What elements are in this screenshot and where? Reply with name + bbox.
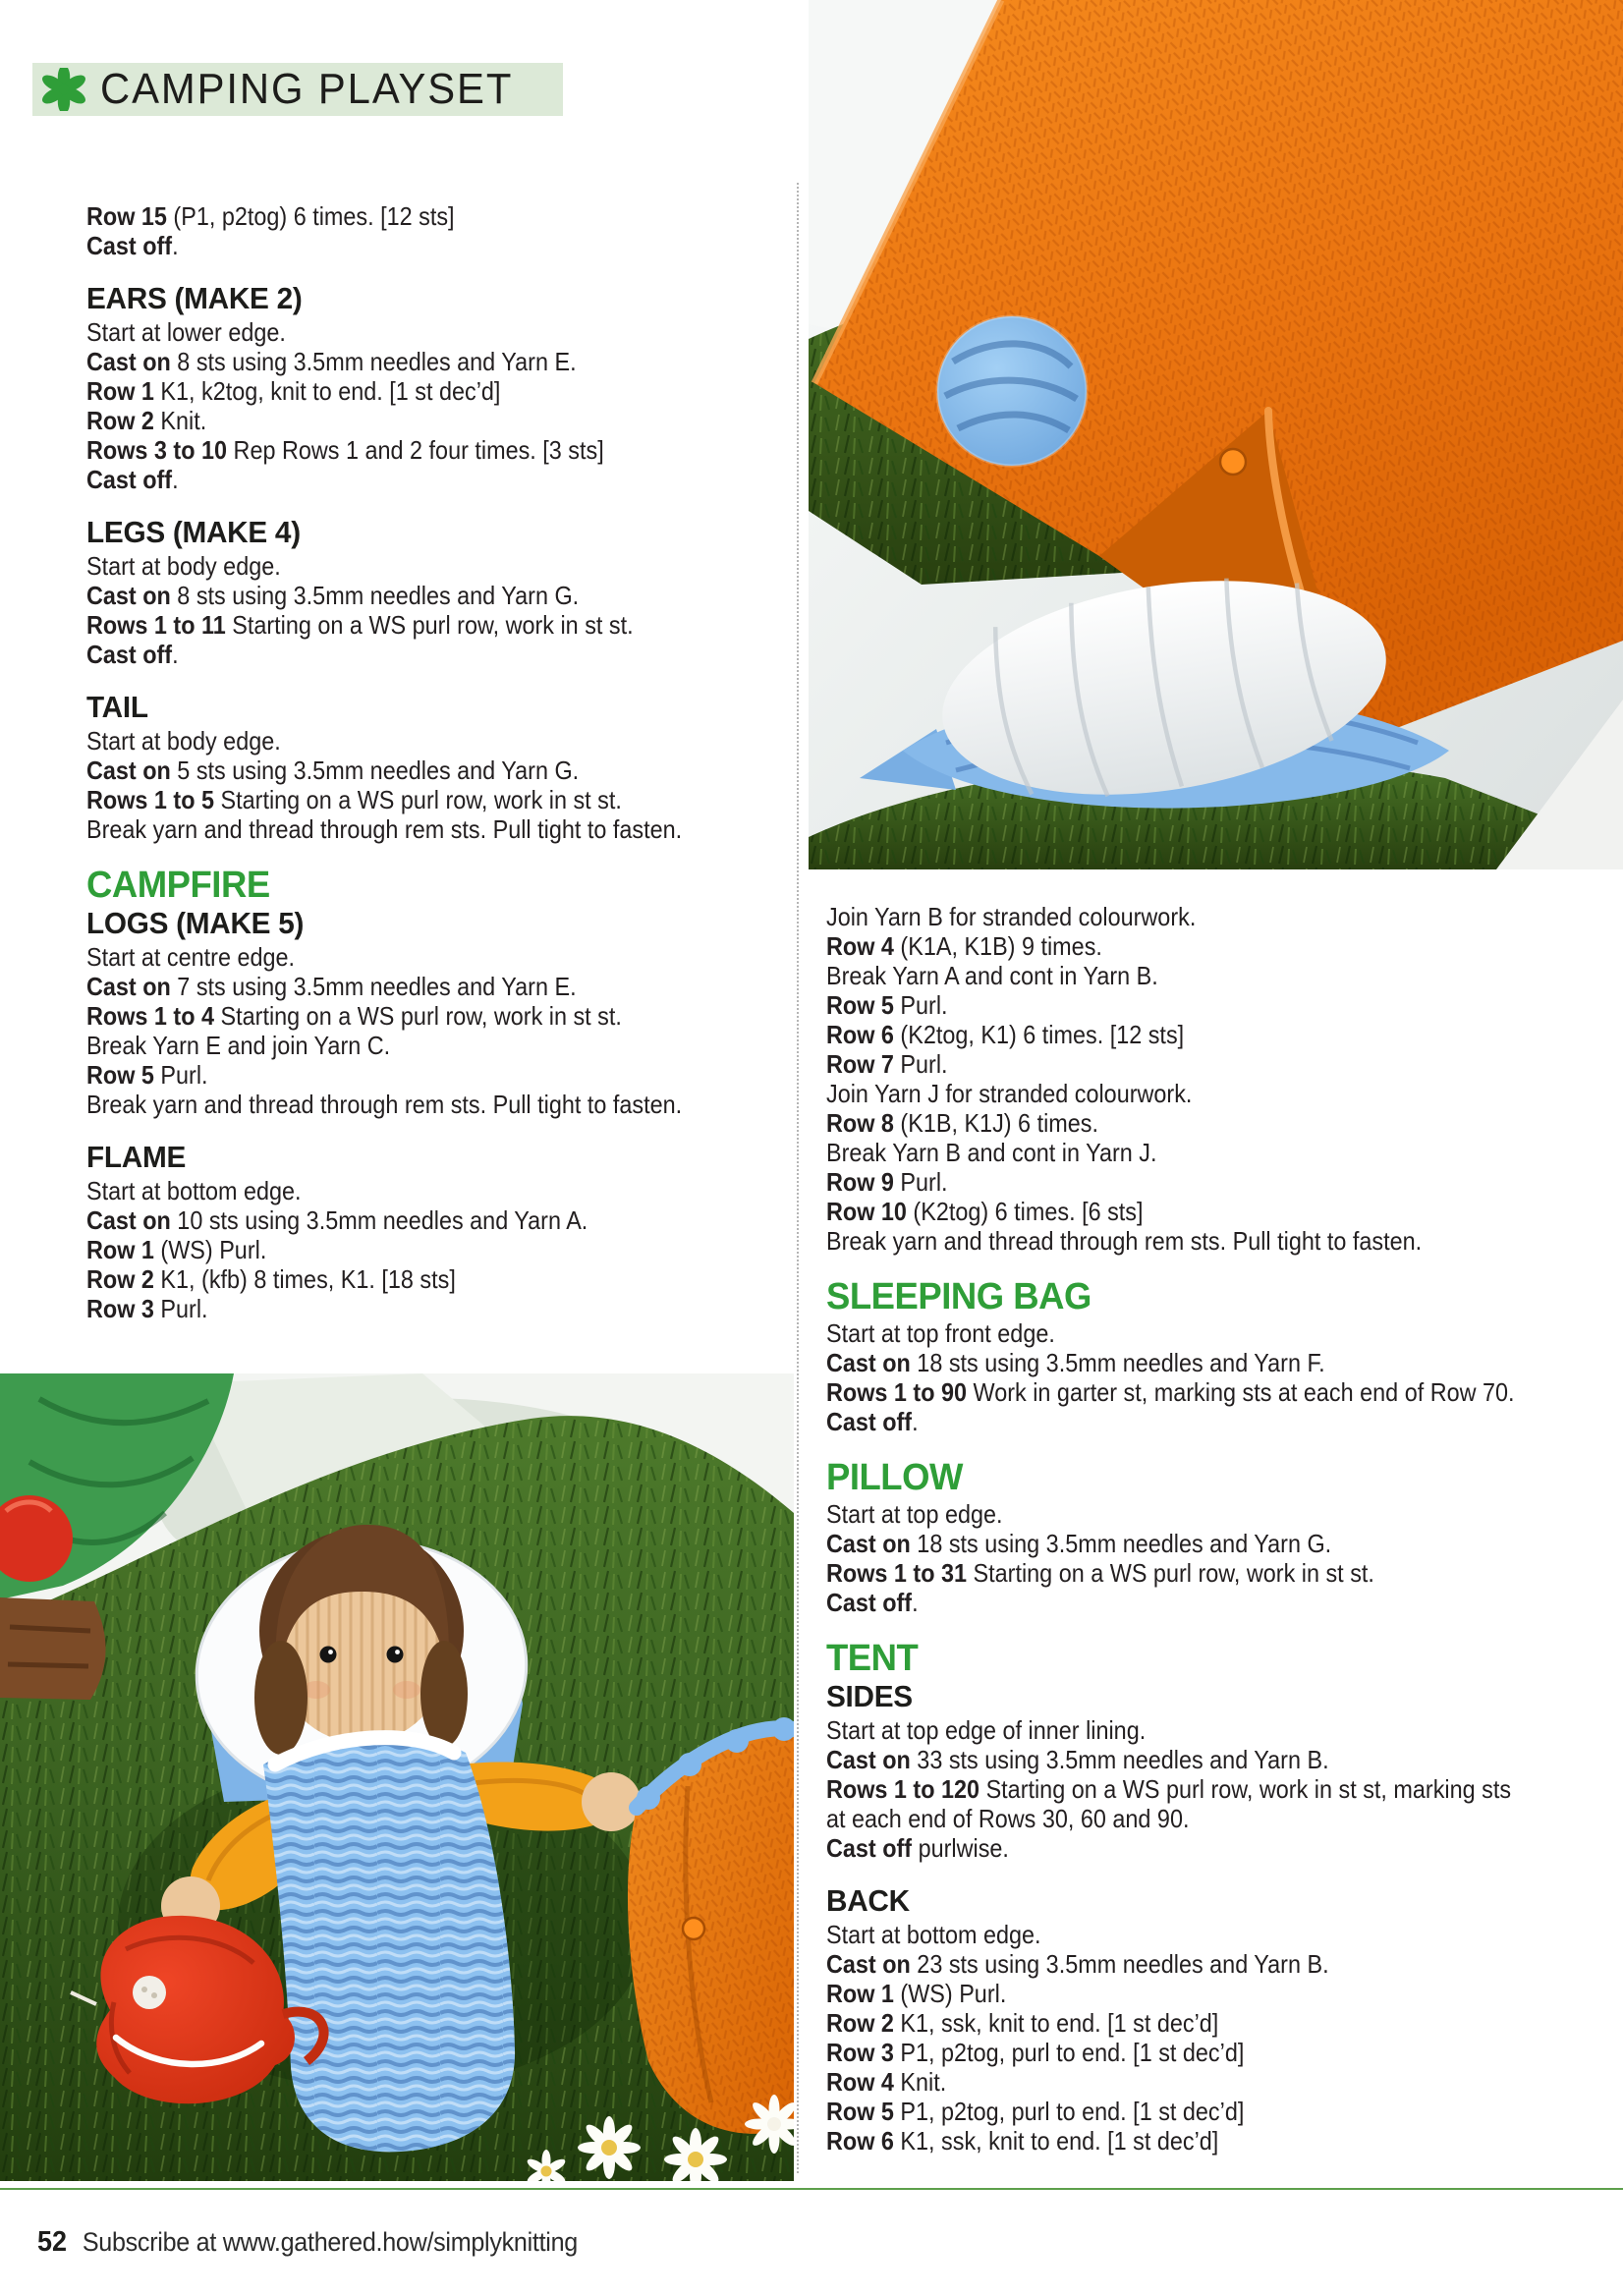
pattern-line: Start at top edge of inner lining. xyxy=(826,1715,1147,1745)
pattern-line: Row 7 Purl. xyxy=(826,1049,948,1079)
page-title: CAMPING PLAYSET xyxy=(100,65,514,113)
pattern-line: Cast on 7 sts using 3.5mm needles and Yarn E. xyxy=(86,972,577,1001)
pattern-line: Cast off. xyxy=(826,1588,919,1617)
pattern-line: Break yarn and thread through rem sts. Pull tight to fasten. xyxy=(826,1226,1423,1256)
pattern-line: Cast off. xyxy=(86,465,179,494)
page-number: 52 xyxy=(37,2226,68,2258)
pattern-line: Join Yarn B for stranded colourwork. xyxy=(826,902,1197,931)
pattern-line: at each end of Rows 30, 60 and 90. xyxy=(826,1804,1190,1833)
pattern-section xyxy=(86,516,796,669)
pattern-section xyxy=(826,1884,1622,2156)
pattern-line: Rows 1 to 31 Starting on a WS purl row, work in st st. xyxy=(826,1558,1374,1588)
section-subheading: FLAME xyxy=(86,1140,187,1174)
pattern-line: Break yarn and thread through rem sts. Pull tight to fasten. xyxy=(86,1090,683,1119)
pattern-line: Row 1 K1, k2tog, knit to end. [1 st dec’d] xyxy=(86,376,501,406)
pattern-line: Rows 1 to 120 Starting on a WS purl row, work in st st, marking sts xyxy=(826,1774,1512,1804)
pattern-line: Row 9 Purl. xyxy=(826,1167,948,1197)
tent-button xyxy=(1220,449,1246,475)
pattern-line: Row 6 K1, ssk, knit to end. [1 st dec’d] xyxy=(826,2126,1219,2156)
pattern-line: Cast on 5 sts using 3.5mm needles and Yarn G. xyxy=(86,756,580,785)
pattern-section xyxy=(826,1639,1622,1863)
section-subheading: TAIL xyxy=(86,690,148,724)
pattern-section xyxy=(86,866,796,1119)
doll-eye xyxy=(387,1647,404,1663)
section-subheading: SIDES xyxy=(826,1679,913,1713)
pattern-line: Start at body edge. xyxy=(86,551,281,581)
pattern-line: Start at centre edge. xyxy=(86,942,296,972)
footer-rule xyxy=(0,2188,1623,2190)
pattern-line: Cast off purlwise. xyxy=(826,1833,1009,1863)
pattern-line: Row 4 Knit. xyxy=(826,2067,947,2097)
pattern-line: Cast on 8 sts using 3.5mm needles and Yarn G. xyxy=(86,581,580,610)
tent-button xyxy=(683,1918,704,1939)
section-heading: SLEEPING BAG xyxy=(826,1276,1091,1317)
doll-sleeping-bag xyxy=(263,1735,515,2153)
pattern-line: Row 1 (WS) Purl. xyxy=(826,1979,1007,2008)
pattern-line: Break yarn and thread through rem sts. Pull tight to fasten. xyxy=(86,814,683,844)
pattern-line: Row 3 Purl. xyxy=(86,1294,208,1323)
section-subheading: LEGS (MAKE 4) xyxy=(86,515,301,549)
column-divider xyxy=(797,183,799,2173)
right-column xyxy=(826,902,1622,2156)
pattern-line: Cast off. xyxy=(86,231,179,260)
fish-button-eye xyxy=(133,1976,166,2009)
pattern-line: Join Yarn J for stranded colourwork. xyxy=(826,1079,1193,1108)
pattern-line: Cast on 18 sts using 3.5mm needles and Yarn F. xyxy=(826,1348,1325,1377)
pattern-line: Cast off. xyxy=(826,1407,919,1436)
pattern-line: Cast on 10 sts using 3.5mm needles and Yarn A. xyxy=(86,1205,588,1235)
footer-subscribe-text: Subscribe at www.gathered.how/simplyknitting xyxy=(82,2227,578,2257)
flower-asterisk-icon xyxy=(42,68,85,111)
pattern-line: Row 3 P1, p2tog, purl to end. [1 st dec’d] xyxy=(826,2038,1245,2067)
pattern-line: Rows 1 to 11 Starting on a WS purl row, work in st st. xyxy=(86,610,634,640)
pattern-line: Start at lower edge. xyxy=(86,317,286,347)
pattern-line: Cast on 33 sts using 3.5mm needles and Yarn B. xyxy=(826,1745,1329,1774)
pattern-line: Row 8 (K1B, K1J) 6 times. xyxy=(826,1108,1098,1138)
doll-eye xyxy=(320,1647,337,1663)
photo-knitted-tent xyxy=(809,0,1623,869)
pattern-line: Cast off. xyxy=(86,640,179,669)
footer xyxy=(37,2226,578,2259)
section-heading: PILLOW xyxy=(826,1457,963,1498)
pattern-line: Row 1 (WS) Purl. xyxy=(86,1235,267,1264)
left-column xyxy=(86,201,796,1323)
section-heading: TENT xyxy=(826,1638,919,1679)
pattern-line: Start at bottom edge. xyxy=(826,1920,1041,1949)
pattern-line: Rows 3 to 10 Rep Rows 1 and 2 four times. [3 sts] xyxy=(86,435,604,465)
pattern-line: Rows 1 to 5 Starting on a WS purl row, work in st st. xyxy=(86,785,622,814)
pattern-section xyxy=(826,1458,1622,1617)
pattern-line: Row 10 (K2tog) 6 times. [6 sts] xyxy=(826,1197,1144,1226)
pattern-section xyxy=(826,1277,1622,1436)
pattern-line: Row 5 Purl. xyxy=(86,1060,208,1090)
pattern-line: Row 6 (K2tog, K1) 6 times. [12 sts] xyxy=(826,1020,1185,1049)
section-subheading: EARS (MAKE 2) xyxy=(86,281,303,315)
pattern-section xyxy=(86,691,796,844)
pattern-line: Start at body edge. xyxy=(86,726,281,756)
pattern-line: Cast on 8 sts using 3.5mm needles and Yarn E. xyxy=(86,347,577,376)
pattern-line: Row 5 Purl. xyxy=(826,990,948,1020)
pattern-section xyxy=(86,201,796,260)
header-strip xyxy=(32,63,563,116)
pattern-line: Break Yarn B and cont in Yarn J. xyxy=(826,1138,1157,1167)
blue-pompom xyxy=(937,316,1087,466)
pattern-line: Start at bottom edge. xyxy=(86,1176,302,1205)
pattern-section xyxy=(86,282,796,494)
pattern-line: Row 15 (P1, p2tog) 6 times. [12 sts] xyxy=(86,201,455,231)
pattern-line: Row 2 Knit. xyxy=(86,406,207,435)
photo-doll-sleeping-bag xyxy=(0,1373,794,2181)
pattern-line: Row 2 K1, ssk, knit to end. [1 st dec’d] xyxy=(826,2008,1219,2038)
pattern-line: Cast on 23 sts using 3.5mm needles and Yarn B. xyxy=(826,1949,1329,1979)
pattern-line: Break Yarn A and cont in Yarn B. xyxy=(826,961,1158,990)
pattern-line: Start at top edge. xyxy=(826,1499,1003,1529)
pattern-section xyxy=(826,902,1622,1256)
pattern-line: Row 2 K1, (kfb) 8 times, K1. [18 sts] xyxy=(86,1264,456,1294)
pattern-line: Rows 1 to 4 Starting on a WS purl row, work in st st. xyxy=(86,1001,622,1031)
pattern-line: Start at top front edge. xyxy=(826,1318,1055,1348)
pattern-section xyxy=(86,1141,796,1323)
section-subheading: LOGS (MAKE 5) xyxy=(86,906,305,940)
pattern-line: Row 5 P1, p2tog, purl to end. [1 st dec’d] xyxy=(826,2097,1245,2126)
tree-trunk xyxy=(0,1597,106,1700)
pattern-line: Break Yarn E and join Yarn C. xyxy=(86,1031,391,1060)
pattern-line: Row 4 (K1A, K1B) 9 times. xyxy=(826,931,1102,961)
section-heading: CAMPFIRE xyxy=(86,865,270,906)
section-subheading: BACK xyxy=(826,1883,910,1918)
pattern-line: Rows 1 to 90 Work in garter st, marking sts at each end of Row 70. xyxy=(826,1377,1515,1407)
pattern-line: Cast on 18 sts using 3.5mm needles and Yarn G. xyxy=(826,1529,1332,1558)
